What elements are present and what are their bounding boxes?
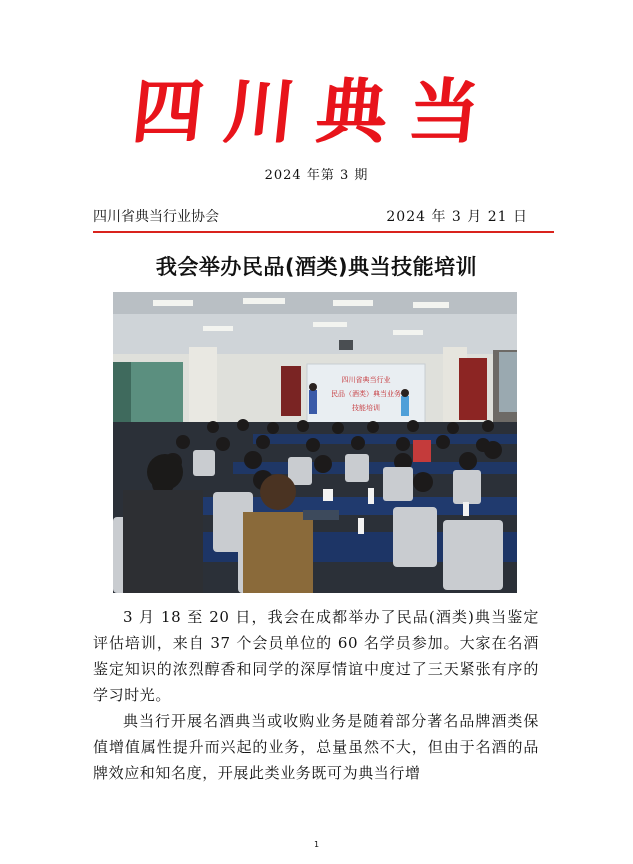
masthead-title: 四川典当 xyxy=(128,71,505,153)
banner-line-2: 民品（酒类）典当业务 xyxy=(331,390,401,398)
article-paragraph: 3 月 18 至 20 日，我会在成都举办了民品(酒类)典当鉴定评估培训，来自 37 个会员单位的 60 名学员参加。大家在名酒鉴定知识的浓烈醇香和同学的深厚情谊中度过了三天紧张有序的学习时光。 xyxy=(93,608,539,704)
banner-line-3: 技能培训 xyxy=(352,404,380,412)
issue-number: 2024 年第 3 期 xyxy=(264,168,369,183)
publisher-name: 四川省典当行业协会 xyxy=(93,209,219,225)
article-headline: 我会举办民品(酒类)典当技能培训 xyxy=(155,255,478,279)
article-body xyxy=(93,604,539,786)
training-photo xyxy=(113,292,517,593)
article-paragraph: 典当行开展名酒典当或收购业务是随着部分著名品牌酒类保值增值属性提升而兴起的业务，总量虽然不大，但由于名酒的品牌效应和知名度，开展此类业务既可为典当行增 xyxy=(93,712,539,782)
banner-line-1: 四川省典当行业 xyxy=(341,376,391,384)
header-divider xyxy=(93,231,554,233)
page-number: 1 xyxy=(313,840,320,849)
publication-date: 2024 年 3 月 21 日 xyxy=(386,209,528,225)
